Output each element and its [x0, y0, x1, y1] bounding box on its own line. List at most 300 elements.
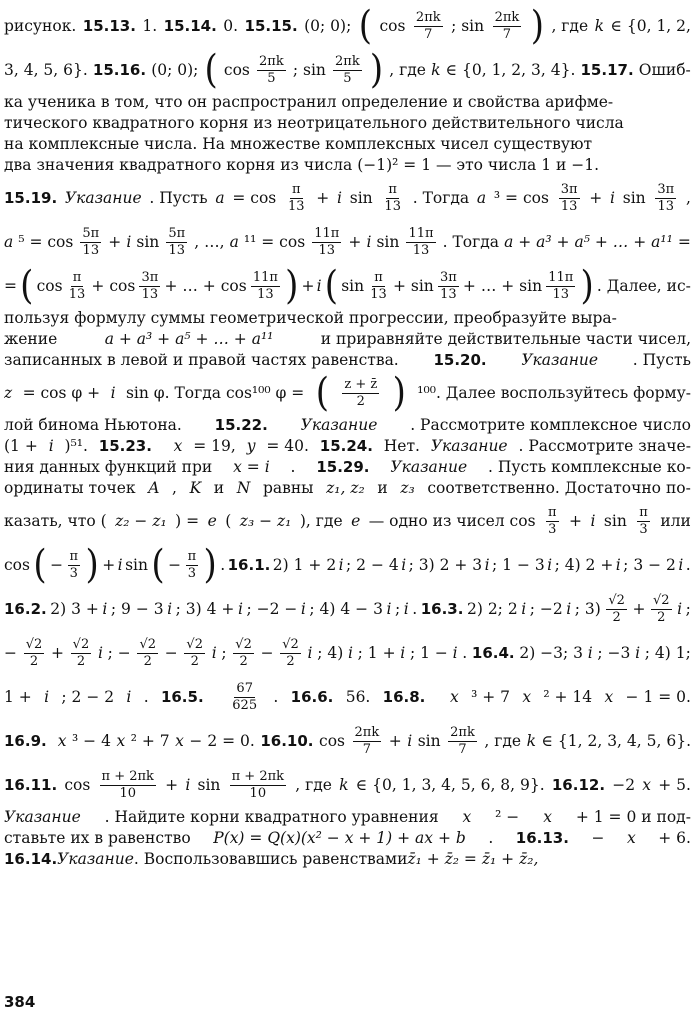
exercise-number: 16.1. [227, 555, 271, 574]
text-run: 2) 3 + [50, 599, 99, 618]
fraction-denominator: 3 [187, 565, 196, 581]
text-run: ; 4) [317, 643, 344, 662]
parenthesis: ( [204, 48, 218, 92]
text-run: = 19, [193, 437, 236, 455]
text-run: , где [295, 775, 332, 794]
parenthesis: ( [33, 543, 47, 587]
exercise-number: 16.11. [4, 775, 58, 794]
text-run: i [678, 555, 684, 574]
fraction-numerator: 5π [168, 225, 186, 241]
parenthesis: ) [285, 264, 299, 308]
fraction-denominator: 5 [267, 70, 276, 86]
fraction-denominator: 10 [249, 785, 267, 801]
text-run: и [213, 479, 225, 497]
fraction-denominator: 13 [257, 286, 274, 302]
fraction-denominator: 13 [168, 242, 186, 258]
text-run: ¹⁰⁰. Далее воспользуйтесь форму- [417, 383, 691, 402]
fraction [368, 271, 389, 302]
text-run: Нет. [383, 437, 420, 455]
text-run: ; 1 + [357, 643, 396, 662]
text-run: ⁵ = cos [18, 232, 74, 251]
text-run: x [57, 731, 67, 750]
fraction-numerator: 2πk [354, 724, 380, 740]
text-run: i [237, 599, 243, 618]
fraction [257, 55, 286, 86]
text-run: ; sin [292, 60, 326, 79]
text-line [4, 719, 691, 763]
text-run: ² − [495, 808, 520, 826]
fraction [333, 55, 362, 86]
text-run: . [143, 687, 149, 706]
text-run: + [108, 232, 122, 251]
text-run: , где [484, 731, 522, 750]
text-line [4, 329, 691, 350]
text-run: + [102, 555, 116, 574]
fraction [280, 638, 301, 669]
fraction-numerator: 3π [560, 181, 578, 197]
fraction [546, 506, 559, 537]
text-run: ; [685, 599, 691, 618]
text-run: i [300, 599, 306, 618]
fraction-numerator: z + z̄ [344, 376, 378, 392]
fraction-numerator: π [548, 504, 557, 520]
text-run: = [4, 276, 17, 295]
text-run: 2) 1 + 2 [272, 555, 337, 574]
fraction-numerator: π [69, 548, 79, 564]
text-run: , [172, 479, 177, 497]
text-run: − [4, 643, 17, 662]
text-run: 0. [223, 16, 239, 35]
parenthesis: ( [20, 264, 34, 308]
text-run: − [591, 829, 605, 847]
text-run: казать, что ( [4, 511, 107, 530]
fraction-numerator: √2 [282, 636, 299, 652]
text-run: ; − [107, 643, 131, 662]
text-run: i [44, 687, 50, 706]
text-run: ∈ {0, 1, 3, 4, 5, 6, 8, 9}. [355, 775, 545, 794]
text-run: . [273, 687, 279, 706]
text-run: . [488, 829, 494, 847]
text-run: x [173, 437, 183, 455]
text-line [4, 308, 691, 329]
text-run: cos [64, 775, 91, 794]
text-run: равны [262, 479, 314, 497]
fraction [286, 183, 307, 214]
fraction-numerator: 11π [314, 225, 340, 241]
exercise-number: 16.5. [160, 687, 204, 706]
exercise-number: 16.10. [260, 731, 314, 750]
text-line [4, 350, 691, 371]
text-run: + 5. [658, 775, 691, 794]
fraction [414, 11, 443, 42]
text-run: k [594, 16, 605, 35]
fraction-denominator: 13 [141, 286, 159, 302]
fraction [406, 227, 435, 258]
fraction-denominator: 13 [318, 242, 336, 258]
text-run: ; 3) [574, 599, 601, 618]
text-run: cos [319, 731, 345, 750]
fraction [166, 227, 187, 258]
fraction [637, 506, 650, 537]
text-run: i [590, 511, 596, 530]
fraction-numerator: √2 [235, 636, 252, 652]
text-run: a [215, 188, 225, 207]
exercise-number: 16.2. [4, 599, 47, 618]
text-run: (0; 0); [304, 16, 352, 35]
text-run: = 40. [266, 437, 309, 455]
text-run: Указание [430, 437, 508, 455]
text-run: i [126, 687, 132, 706]
fraction [546, 271, 575, 302]
text-line [4, 499, 691, 543]
text-run: + [348, 232, 362, 251]
text-run: x [626, 829, 636, 847]
text-run: лой бинома Ньютона. [4, 416, 182, 434]
text-run: z [4, 383, 13, 402]
text-line [4, 48, 691, 92]
exercise-number: 15.16. [92, 60, 147, 79]
text-line [4, 92, 691, 113]
text-line [4, 176, 691, 220]
fraction-numerator: π + 2πk [101, 768, 154, 784]
fraction [651, 594, 672, 625]
text-run: cos [223, 60, 250, 79]
exercise-number: 16.13. [515, 829, 569, 847]
text-run: или [660, 511, 691, 530]
text-run: (0; 0); [151, 60, 199, 79]
text-run: записанных в левой и правой частях равенства. [4, 351, 399, 369]
text-run: Указание [521, 351, 599, 369]
text-line [4, 4, 691, 48]
fraction [493, 11, 522, 42]
fraction [448, 726, 477, 757]
text-run: cos [36, 276, 63, 295]
text-run: sin [125, 555, 148, 574]
fraction-numerator: π [72, 269, 82, 285]
text-run: A [148, 479, 160, 497]
text-run: + 1 = 0 и под- [575, 808, 691, 826]
text-line [4, 478, 691, 499]
text-run: Указание [4, 808, 81, 826]
text-run: + [50, 643, 64, 662]
text-run: i [48, 437, 54, 455]
exercise-number: 16.3. [420, 599, 464, 618]
exercise-number: 16.8. [382, 687, 426, 706]
text-run: ; 1 − 3 [492, 555, 545, 574]
text-run: . Пусть [149, 188, 208, 207]
text-run: . Тогда [412, 188, 470, 207]
text-run: , [685, 188, 691, 207]
text-run: sin [197, 775, 221, 794]
text-run: + [165, 775, 179, 794]
text-run: ; 3 − 2 [623, 555, 676, 574]
fraction-denominator: 7 [502, 26, 512, 42]
text-run: x [642, 775, 652, 794]
fraction-numerator: √2 [139, 636, 157, 652]
fraction-numerator: π [388, 181, 397, 197]
text-run: a [4, 232, 14, 251]
fraction-numerator: √2 [652, 592, 670, 608]
text-run: sin [603, 511, 627, 530]
text-run: i [615, 555, 621, 574]
text-run: ния данных функций при [4, 458, 213, 476]
text-run: . Воспользовавшись равенствами [133, 850, 408, 868]
exercise-number: 15.20. [433, 351, 487, 369]
text-run: x [543, 808, 552, 826]
fraction-numerator: √2 [608, 592, 625, 608]
exercise-number: 15.19. [4, 188, 58, 207]
text-run: x [175, 731, 184, 750]
fraction-numerator: 67 [236, 680, 253, 696]
text-run: i [635, 643, 641, 662]
text-run: y [246, 437, 256, 455]
text-run: ; −3 [597, 643, 631, 662]
fraction-denominator: 13 [384, 198, 401, 214]
fraction [71, 638, 92, 669]
text-run: 2) 2; 2 [466, 599, 518, 618]
parenthesis: ) [392, 371, 406, 415]
fraction-denominator: 13 [68, 286, 86, 302]
text-run: . Пусть комплексные ко- [488, 458, 691, 476]
fraction-denominator: 13 [552, 286, 570, 302]
text-run: i [211, 643, 217, 662]
text-run: sin [376, 232, 400, 251]
fraction-denominator: 2 [356, 393, 365, 409]
fraction-denominator: 625 [232, 697, 258, 713]
fraction [100, 770, 156, 801]
text-run: i [587, 643, 593, 662]
text-run: ³ = cos [493, 188, 549, 207]
text-run: . Пусть [632, 351, 691, 369]
text-run: + 6. [658, 829, 691, 847]
fraction [382, 183, 403, 214]
text-run: i [452, 643, 458, 662]
text-run: , где [551, 16, 589, 35]
text-run: ∈ {1, 2, 3, 4, 5, 6}. [541, 731, 691, 750]
fraction-numerator: π [374, 269, 383, 285]
fraction [230, 682, 259, 713]
fraction-denominator: 2 [657, 609, 666, 625]
text-run: пользуя формулу суммы геометрической прогрессии, преобразуйте выра- [4, 309, 617, 327]
text-line [4, 155, 691, 176]
fraction [184, 638, 205, 669]
fraction-denominator: 2 [190, 653, 199, 669]
text-run: −2 [612, 775, 636, 794]
fraction-numerator: 5π [82, 225, 100, 241]
text-run: sin [417, 731, 441, 750]
text-run: и приравняйте действительные части чисел, [320, 330, 691, 348]
exercise-number: 15.22. [214, 416, 268, 434]
text-run: ; 1 − [409, 643, 448, 662]
text-line [4, 807, 691, 828]
text-line [4, 134, 691, 155]
fraction-numerator: π [187, 548, 197, 564]
text-run: z₁, z₂ [326, 479, 365, 497]
text-run: Указание [64, 188, 142, 207]
text-run: ставьте их в равенство [4, 829, 191, 847]
fraction-denominator: 10 [119, 785, 136, 801]
text-run: ; 4) 1; [644, 643, 691, 662]
text-run: — одно из чисел cos [368, 511, 536, 530]
text-run: a [476, 188, 487, 207]
fraction-denominator: 13 [288, 198, 305, 214]
text-line [4, 415, 691, 436]
text-run: ка ученика в том, что он распространил определение и свойства арифме- [4, 93, 614, 111]
fraction [353, 726, 382, 757]
text-run: рисунок. [4, 16, 77, 35]
fraction-numerator: π [292, 181, 301, 197]
exercise-number: 15.15. [244, 16, 298, 35]
text-run: ; −2 − [246, 599, 298, 618]
text-run: a [229, 232, 239, 251]
text-run: sin [341, 276, 365, 295]
text-run: . Далее, ис- [596, 276, 691, 295]
fraction [24, 638, 45, 669]
text-run: a + a³ + a⁵ + … + a¹¹ [104, 330, 274, 348]
fraction [186, 550, 199, 581]
fraction-numerator: 11π [408, 225, 434, 241]
text-line [4, 113, 691, 134]
fraction [251, 271, 280, 302]
text-run: i [400, 643, 406, 662]
fraction [80, 227, 101, 258]
text-run: z₃ [400, 479, 415, 497]
fraction-denominator: 3 [639, 521, 648, 537]
fraction [139, 271, 160, 302]
fraction-numerator: 2πk [259, 53, 284, 69]
text-run: i [338, 555, 344, 574]
fraction-numerator: π + 2πk [231, 768, 285, 784]
text-run: i [547, 555, 553, 574]
text-run: ; 4) 2 + [554, 555, 614, 574]
fraction-numerator: 2πk [335, 53, 360, 69]
text-run: 3, 4, 5, 6}. [4, 60, 88, 79]
text-line [4, 371, 691, 415]
fraction-denominator: 7 [424, 26, 433, 42]
text-line [4, 828, 691, 849]
text-run: e [207, 511, 217, 530]
fraction-numerator: 11π [548, 269, 574, 285]
text-run: − [260, 643, 274, 662]
text-run: ( [225, 511, 232, 530]
fraction [137, 638, 158, 669]
text-run: + [569, 511, 583, 530]
text-run: ) = [175, 511, 200, 530]
text-run: . [685, 555, 691, 574]
fraction [559, 183, 580, 214]
text-run: k [526, 731, 536, 750]
fraction-denominator: 13 [440, 286, 457, 302]
fraction-denominator: 13 [657, 198, 675, 214]
text-run: . [290, 458, 296, 476]
text-run: i [316, 276, 322, 295]
fraction-denominator: 13 [560, 198, 578, 214]
parenthesis: ( [324, 264, 339, 308]
text-run: Ошиб- [638, 60, 691, 79]
fraction-denominator: 2 [286, 653, 295, 669]
text-run: i [484, 555, 490, 574]
text-run: i [521, 599, 527, 618]
parenthesis: ) [85, 543, 99, 587]
fraction-denominator: 5 [343, 70, 352, 86]
text-run: )⁵¹. [64, 437, 88, 455]
text-run: sin [622, 188, 646, 207]
text-run: i [403, 599, 409, 618]
exercise-number: 16.4. [471, 643, 515, 662]
text-run: ; 9 − 3 [110, 599, 164, 618]
answers-text [4, 4, 691, 870]
text-line [4, 849, 691, 870]
text-run: e [351, 511, 361, 530]
fraction-numerator: 2πk [415, 9, 441, 25]
text-run: . Найдите корни квадратного уравнения [104, 808, 439, 826]
text-run: z₃ − z₁ [239, 511, 292, 530]
text-run: (1 + [4, 437, 38, 455]
text-run: N [236, 479, 251, 497]
text-run: ; 2 − 4 [346, 555, 399, 574]
text-run: P(x) = Q(x)(x² − x + 1) + ax + b [213, 829, 466, 847]
text-run: i [610, 188, 615, 207]
text-run: ¹¹ = cos [243, 232, 306, 251]
text-run: ; 4) 4 − 3 [309, 599, 383, 618]
fraction-denominator: 13 [370, 286, 387, 302]
text-run: ³ + 7 [471, 687, 510, 706]
text-run: . Тогда [442, 232, 500, 251]
text-run: i [366, 232, 372, 251]
text-run: i [102, 599, 108, 618]
fraction-denominator: 2 [239, 653, 248, 669]
text-run: . Рассмотрите значе- [518, 437, 691, 455]
text-run: = cos φ + [22, 383, 101, 402]
text-run: 56. [345, 687, 371, 706]
text-line [4, 220, 691, 264]
text-run: + [388, 731, 402, 750]
text-run: соответственно. Достаточно по- [427, 479, 691, 497]
text-run: , где [389, 60, 426, 79]
text-run: и [377, 479, 388, 497]
text-run: x [462, 808, 472, 826]
text-run: + sin [392, 276, 434, 295]
text-run: Указание [300, 416, 378, 434]
text-run: − 1 = 0. [625, 687, 691, 706]
fraction-denominator: 13 [82, 242, 100, 258]
text-line [4, 457, 691, 478]
text-run: Указание [57, 850, 134, 868]
exercise-number: 15.13. [82, 16, 136, 35]
exercise-number: 16.14. [4, 850, 58, 868]
text-run: i [185, 775, 191, 794]
fraction [606, 594, 627, 625]
text-run: ), где [299, 511, 343, 530]
fraction [233, 638, 254, 669]
fraction-denominator: 7 [362, 741, 371, 757]
text-line [4, 587, 691, 631]
text-run: − [50, 555, 64, 574]
fraction-denominator: 2 [76, 653, 86, 669]
page-number: 384 [4, 993, 36, 1011]
parenthesis: ( [151, 543, 165, 587]
fraction-numerator: π [639, 504, 648, 520]
text-line [4, 264, 691, 308]
text-run: + [301, 276, 315, 295]
text-run: x [604, 687, 614, 706]
text-run: + cos [91, 276, 136, 295]
fraction-denominator: 2 [143, 653, 152, 669]
text-run: i [307, 643, 313, 662]
text-run: sin [136, 232, 160, 251]
text-run: i [110, 383, 116, 402]
text-run: . [220, 555, 226, 574]
